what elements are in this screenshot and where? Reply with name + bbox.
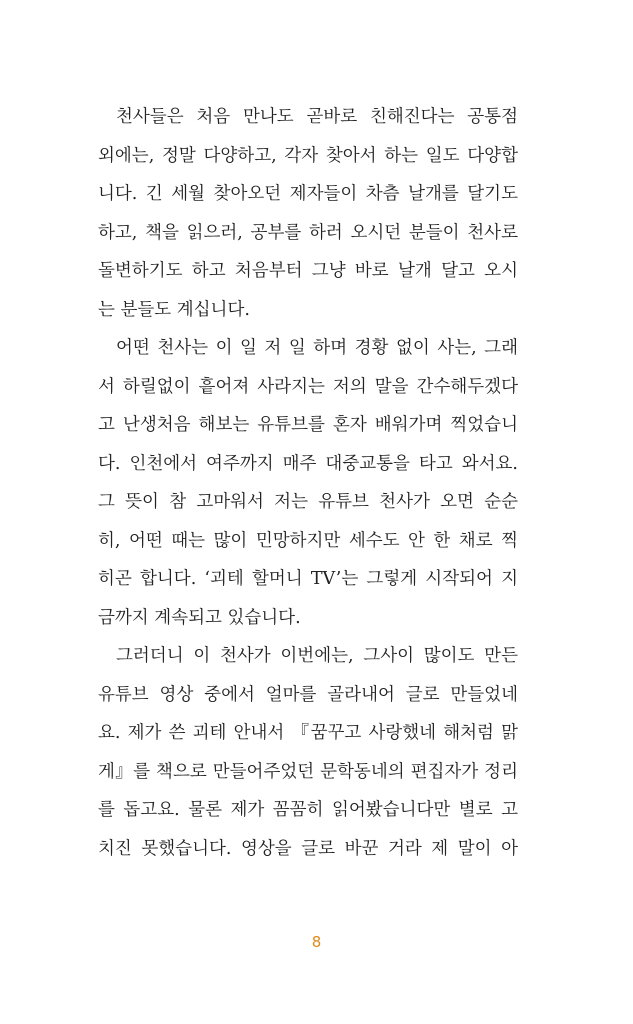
paragraph-2-line-2: 서 하릴없이 흩어져 사라지는 저의 말을 간수해두겠다 [98, 376, 518, 397]
body-text [98, 98, 518, 868]
paragraph-2-line-1: 어떤 천사는 이 일 저 일 하며 경황 없이 사는, 그래 [116, 338, 518, 358]
paragraph-3-line-1: 그러더니 이 천사가 이번에는, 그사이 많이도 만든 [116, 646, 518, 666]
paragraph-2-line-4: 다. 인천에서 여주까지 매주 대중교통을 타고 와서요. [98, 453, 518, 474]
paragraph-1-line-5: 돌변하기도 하고 처음부터 그냥 바로 날개 달고 오시 [98, 261, 518, 281]
paragraph-2-line-5: 그 뜻이 참 고마워서 저는 유튜브 천사가 오면 순순 [98, 492, 518, 512]
paragraph-1-line-6: 는 분들도 계십니다. [98, 299, 250, 320]
paragraph-3-line-5: 를 돕고요. 물론 제가 꼼꼼히 읽어봤습니다만 별로 고 [98, 800, 518, 820]
paragraph-3-line-3: 요. 제가 쓴 괴테 안내서 『꿈꾸고 사랑했네 해처럼 맑 [98, 723, 518, 743]
paragraph-2-line-8: 금까지 계속되고 있습니다. [98, 607, 301, 628]
paragraph-1-line-1: 천사들은 처음 만나도 곧바로 친해진다는 공통점 [116, 107, 518, 127]
page-number: 8 [311, 933, 322, 951]
paragraph-1-line-4: 하고, 책을 읽으러, 공부를 하러 오시던 분들이 천사로 [98, 222, 518, 243]
paragraph-1-line-3: 니다. 긴 세월 찾아오던 제자들이 차츰 날개를 달기도 [98, 184, 518, 204]
paragraph-3-line-4: 게』를 책으로 만들어주었던 문학동네의 편집자가 정리 [98, 761, 518, 782]
paragraph-2-line-6: 히, 어떤 때는 많이 민망하지만 세수도 안 한 채로 찍 [98, 530, 518, 551]
paragraph-1-line-2: 외에는, 정말 다양하고, 각자 찾아서 하는 일도 다양합 [98, 145, 518, 166]
paragraph-3-line-2: 유튜브 영상 중에서 얼마를 골라내어 글로 만들었네 [98, 684, 518, 705]
paragraph-3-line-6: 치진 못했습니다. 영상을 글로 바꾼 거라 제 말이 아 [98, 838, 518, 859]
paragraph-2-line-7: 히곤 합니다. ‘괴테 할머니 TV’는 그렇게 시작되어 지 [98, 569, 518, 589]
paragraph-2-line-3: 고 난생처음 해보는 유튜브를 혼자 배워가며 찍었습니 [98, 415, 518, 435]
